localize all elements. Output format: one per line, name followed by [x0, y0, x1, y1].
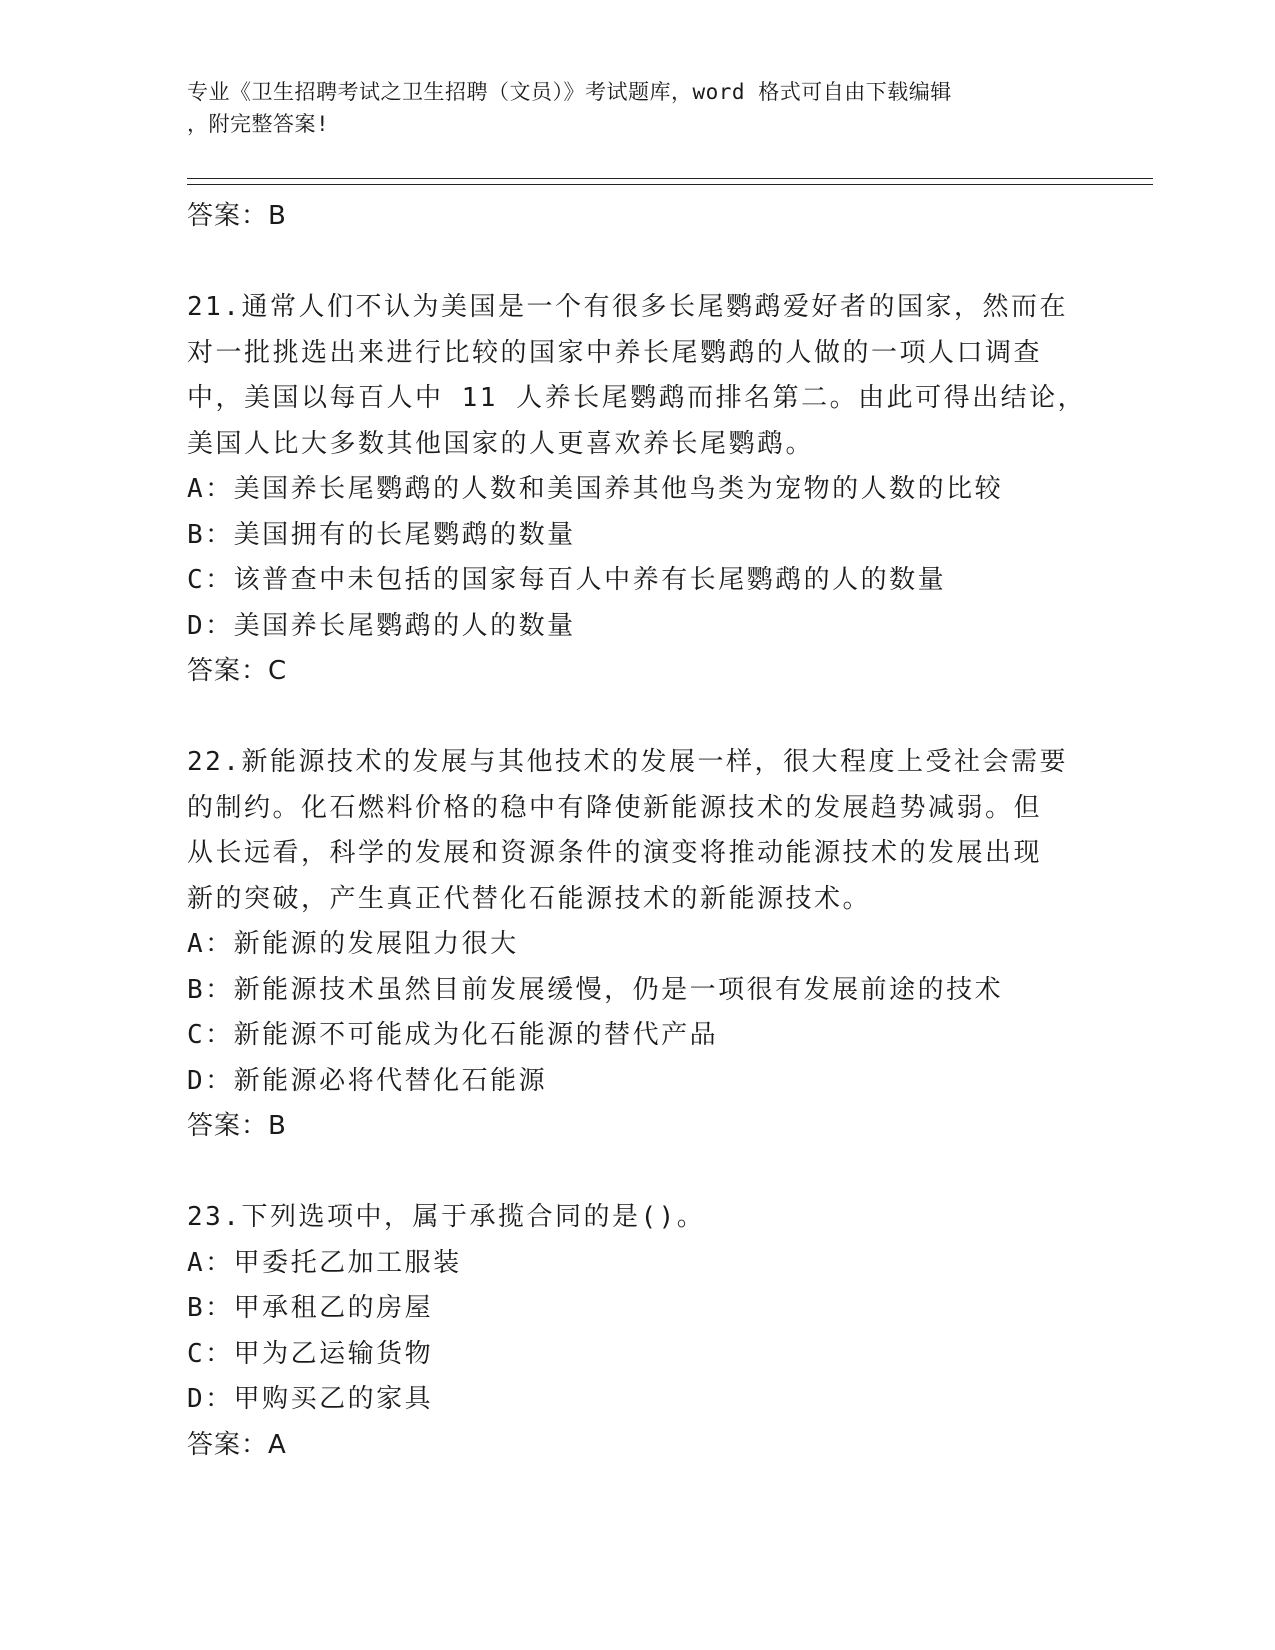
option-a: A：美国养长尾鹦鹉的人数和美国养其他鸟类为宠物的人数的比较: [187, 474, 1004, 504]
previous-answer: 答案：B: [187, 201, 287, 231]
option-a: A：甲委托乙加工服装: [187, 1247, 462, 1278]
header-divider-bottom: [187, 184, 1153, 185]
stem-line: 美国人比大多数其他国家的人更喜欢养长尾鹦鹉。: [187, 428, 815, 459]
option-b: B：甲承租乙的房屋: [187, 1293, 434, 1323]
stem-line: 从长远看，科学的发展和资源条件的演变将推动能源技术的发展出现: [187, 838, 1043, 868]
option-d: D：新能源必将代替化石能源: [187, 1065, 548, 1096]
question-stem: [187, 285, 1087, 467]
question-list: [187, 194, 1087, 1514]
header-line-1: 专业《卫生招聘考试之卫生招聘（文员）》考试题库，word 格式可自由下载编辑: [187, 80, 952, 104]
stem-line: 22.新能源技术的发展与其他技术的发展一样，很大程度上受社会需要: [187, 747, 1068, 777]
option-d: D：甲购买乙的家具: [187, 1384, 434, 1414]
stem-line: 的制约。化石燃料价格的稳中有降使新能源技术的发展趋势减弱。但: [187, 792, 1043, 823]
question-21: [187, 285, 1087, 694]
option-d: D：美国养长尾鹦鹉的人的数量: [187, 610, 576, 641]
document-header: [187, 76, 1067, 140]
stem-line: 对一批挑选出来进行比较的国家中养长尾鹦鹉的人做的一项人口调查: [187, 337, 1043, 368]
stem-line: 中，美国以每百人中 11 人养长尾鹦鹉而排名第二。由此可得出结论，: [187, 383, 1087, 413]
answer-label: 答案：B: [187, 1111, 287, 1141]
header-divider-top: [187, 178, 1153, 179]
option-b: B：新能源技术虽然目前发展缓慢，仍是一项很有发展前途的技术: [187, 974, 1004, 1005]
question-22: [187, 740, 1087, 1149]
option-a: A：新能源的发展阻力很大: [187, 929, 519, 959]
stem-line: 新的突破，产生真正代替化石能源技术的新能源技术。: [187, 883, 872, 914]
option-c: C：新能源不可能成为化石能源的替代产品: [187, 1020, 719, 1050]
option-c: C：甲为乙运输货物: [187, 1338, 434, 1369]
stem-line: 23.下列选项中，属于承揽合同的是()。: [187, 1202, 706, 1232]
header-line-2: ，附完整答案!: [187, 112, 330, 136]
question-stem: [187, 1195, 1087, 1241]
question-23: [187, 1195, 1087, 1468]
stem-line: 21.通常人们不认为美国是一个有很多长尾鹦鹉爱好者的国家，然而在: [187, 292, 1068, 322]
option-b: B：美国拥有的长尾鹦鹉的数量: [187, 519, 576, 550]
option-c: C：该普查中未包括的国家每百人中养有长尾鹦鹉的人的数量: [187, 565, 947, 595]
answer-label: 答案：C: [187, 656, 288, 686]
question-stem: [187, 740, 1087, 922]
answer-label: 答案：A: [187, 1429, 287, 1460]
